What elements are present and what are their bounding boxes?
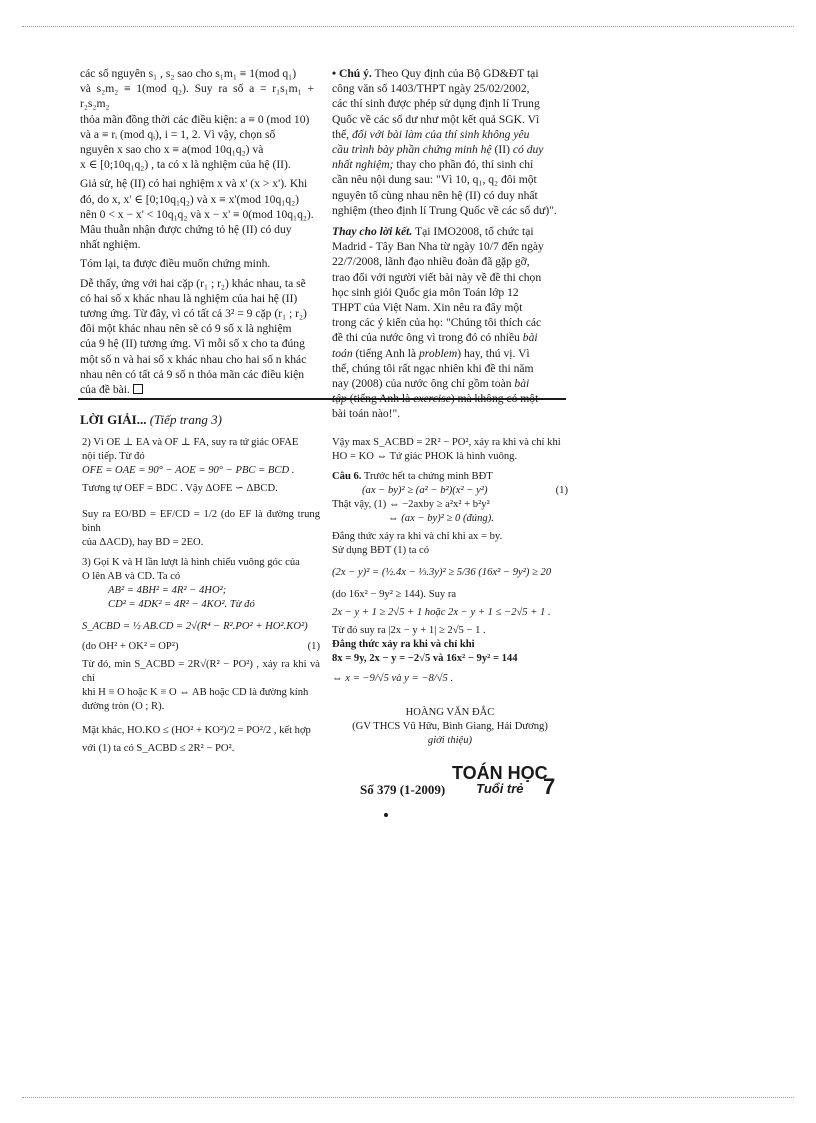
paragraph-count: Dễ thấy, ứng với hai cặp (r₁ ; r₂) khác nhau, ta sẽ có hai số x khác nhau là nghiệm của hai hệ (II) tương ứng. Từ đây, vì có tất cả 3² = 9 cặp (r₁ ; r₂) đôi một khác nhau nên sẽ có 9 số x là nghiệm của 9 hệ (II) tương ứng. Vì mỗi số x cho ta đúng một số n và hai số x khác nhau cho hai số n khác nhau nên có tất cả 9 số n thỏa mãn các điều kiện của đề bài. (80, 276, 307, 397)
author-intro: giới thiệu) (427, 735, 473, 746)
section-divider (78, 398, 566, 400)
closing-paragraph: Thay cho lời kết. Tại IMO2008, tổ chức tại Madrid - Tây Ban Nha từ ngày 10/7 đến ngày 22/7/2008, lãnh đạo nhiều đoàn đã gặp gỡ, trao đổi với người viết bài này về đề thi chọn học sinh giỏi Quốc gia môn Toán lớp 12 THPT của Việt Nam. Xin nêu ra đây một trong các ý kiến của họ: "Chúng tôi thích các đề thi của nước ông vì trong đó có nhiều bài toán (tiếng Anh là problem) hay, thú vị. Vì thế, chúng tôi rất ngạc nhiên khi đề thi năm nay (2008) của nước ông chỉ gồm toàn bài bài toán nào!". (332, 225, 544, 421)
page-number: 7 (543, 774, 556, 799)
paragraph-uniqueness: Giả sử, hệ (II) có hai nghiệm x và x' (x > x'). Khi đó, do x, x' ∈ [0;10q₁q₂) và x ≡ x'(mod 10q₁q₂) nên 0 < x − x' < 10q₁q₂ và x − x' ≡ 0(mod 10q₁q₂). Mâu thuẫn nhận được chứng tỏ hệ (II) có duy nhất nghiệm. (80, 177, 314, 252)
author-affiliation: (GV THCS Vũ Hữu, Bình Giang, Hải Dương) (352, 721, 548, 732)
section-heading: LỜI GIẢI... (Tiếp trang 3) (80, 412, 222, 427)
top-right-column (332, 66, 568, 426)
top-left-column (80, 66, 314, 401)
solution-left-column: 2) Vì OE ⊥ EA và OF ⊥ FA, suy ra tứ giác OFAE nội tiếp. Từ đó OFE = OAE = 90° − AOE = 90° − PBC = BCD . Tương tự OEF = BDC . Vậy ΔOFE ∽ ΔBCD. Suy ra EO/BD = EF/CD = 1/2 (do EF là đường trung bình của ΔACD), hay BD = 2EO. 3) Gọi K và H lần lượt là hình chiếu vuông góc của O lên AB và CD. Ta có AB² = 4BH² = 4R² − 4HO²; CD² = 4DK² = 4R² − 4KO². Từ đó S_ACBD = ½ AB.CD = 2√(R⁴ − R².PO² + HO².KO²) (do OH² + OK² = OP²) (1) Từ đó, min S_ACBD = 2R√(R² − PO²) , xảy ra khi và chỉ khi H ≡ O hoặc K ≡ O ⇔ AB hoặc CD là đường kính đường tròn (O ; R). Mặt khác, HO.KO ≤ (HO² + KO²)/2 = PO²/2 , kết hợp với (1) ta có S_ACBD ≤ 2R² − PO². (82, 437, 320, 754)
issue-number: Số 379 (1-2009) (360, 782, 446, 797)
solution-right-column: Vậy max S_ACBD = 2R² − PO², xảy ra khi và chỉ khi HO = KO ⇔ Tứ giác PHOK là hình vuông. Câu 6. Trước hết ta chứng minh BĐT (ax − by)² ≥ (a² − b²)(x² − y²) (1) Thật vậy, (1) ⇔ −2axby ≥ a²x² + b²y² ⇔ (ax − by)² ≥ 0 (đúng). Đẳng thức xảy ra khi và chỉ khi ax = by. Sử dụng BĐT (1) ta có (2x − y)² = (½.4x − ⅓.3y)² ≥ 5/36 (16x² − 9y²) ≥ 20 (do 16x² − 9y² ≥ 144). Suy ra 2x − y + 1 ≥ 2√5 + 1 hoặc 2x − y + 1 ≤ −2√5 + 1 . Từ đó suy ra |2x − y + 1| ≥ 2√5 − 1 . Đẳng thức xảy ra khi và chỉ khi 8x = 9y, 2x − y = −2√5 và 16x² − 9y² = 144 ⇔ x = −9/√5 và y = −8/√5 . HOÀNG VĂN ĐẮC (GV THCS Vũ Hữu, Bình Giang, Hải Dương) giới thiệu) (332, 437, 568, 746)
qed-icon (133, 384, 143, 394)
paragraph-crt-construction: các số nguyên s₁ , s₂ sao cho s₁m₁ ≡ 1(mod q₁) và s₂m₂ ≡ 1(mod q₂). Suy ra số a = r₁s₁m₁ + r₂s₂m₂ thỏa mãn đồng thời các điều kiện: a ≡ 0 (mod 10) và a ≡ rᵢ (mod qᵢ), i = 1, 2. Vì vậy, chọn số nguyên x sao cho x ≡ a(mod 10q₁q₂) và x ∈ [0;10q₁q₂) , ta có x là nghiệm của hệ (II). (80, 67, 314, 172)
magazine-logo: TOÁN HỌC Tuổi trẻ (452, 763, 548, 796)
note-label: • Chú ý. (332, 67, 372, 80)
closing-label: Thay cho lời kết. (332, 225, 413, 239)
author-name: HOÀNG VĂN ĐẮC (405, 707, 495, 718)
note-paragraph: • Chú ý. Theo Quy định của Bộ GD&ĐT tại công văn số 1403/THPT ngày 25/02/2002, các thí sinh được phép sử dụng định lí Trung Quốc về các số dư như một kết quả SGK. Vì thế, đối với bài làm của thí sinh không yêu cầu trình bày phần chứng minh hệ (II) có duy nhất nghiệm; thay cho phần đó, thí sinh chỉ cần nêu nội dung sau: "Vì 10, q₁, q₂ đôi một nguyên tố cùng nhau nên hệ (II) có duy nhất nghiệm (theo định lí Trung Quốc về các số dư)". (332, 67, 557, 217)
scan-dot (384, 813, 388, 817)
paragraph-summary: Tóm lại, ta được điều muốn chứng minh. (80, 257, 271, 271)
